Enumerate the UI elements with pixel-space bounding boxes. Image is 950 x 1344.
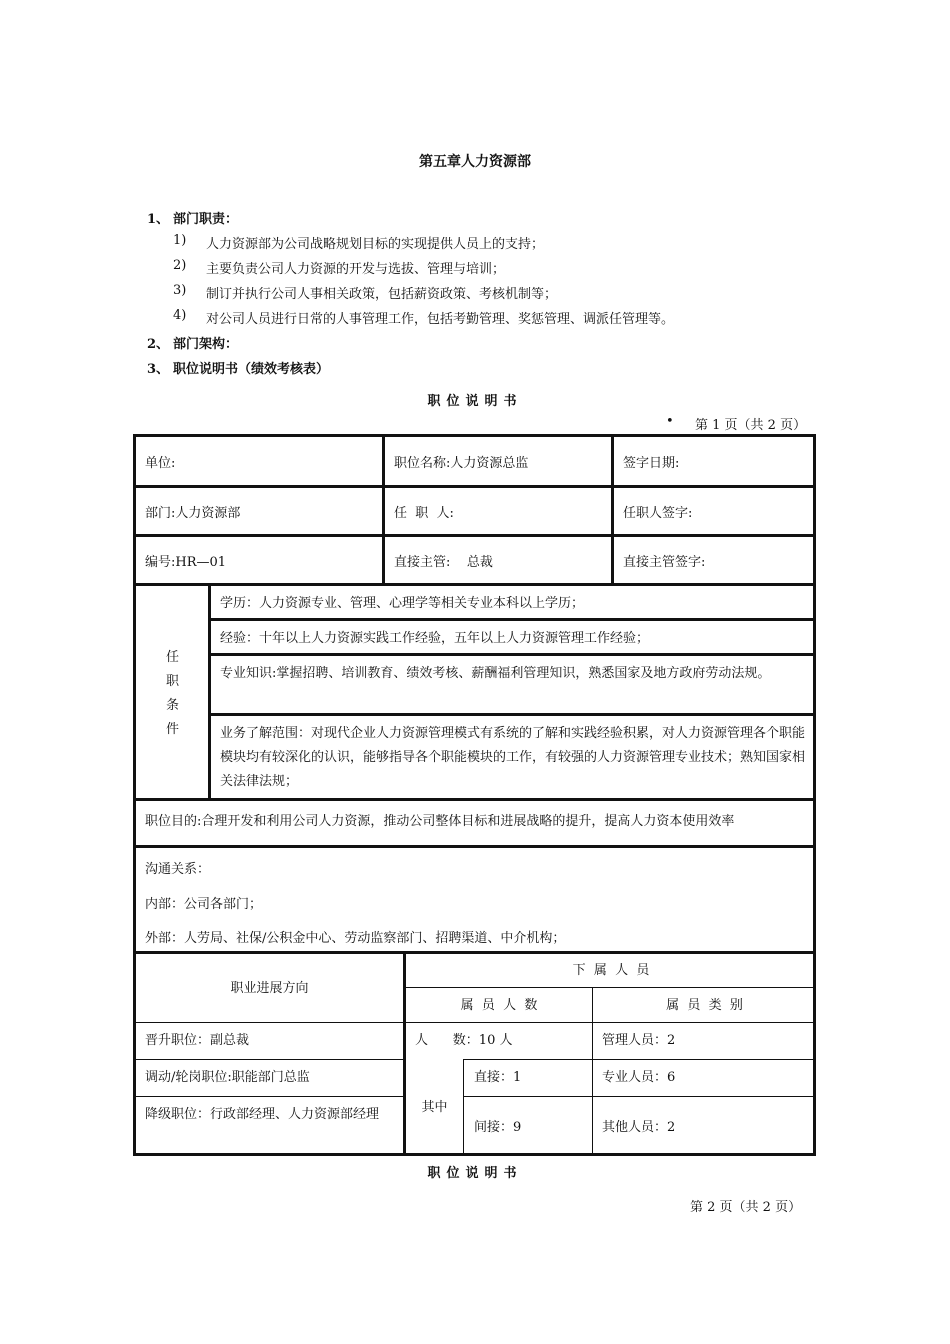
- table-rule: [133, 485, 816, 488]
- direct-reports: 直接：1: [474, 1070, 522, 1085]
- table-rule: [208, 653, 816, 656]
- table-rule: [133, 583, 816, 586]
- section-3-number: 3、: [147, 362, 170, 377]
- management-staff: 管理人员：2: [602, 1033, 676, 1048]
- incumbent-field: 任 职 人:: [394, 506, 454, 521]
- table-rule: [133, 434, 816, 437]
- table-rule: [133, 1153, 816, 1156]
- subordinate-count-header: 属 员 人 数: [460, 998, 538, 1013]
- section-3-heading: 职位说明书（绩效考核表）: [173, 362, 330, 377]
- qualification-experience: 经验：十年以上人力资源实践工作经验，五年以上人力资源管理工作经验；: [220, 631, 650, 646]
- table-rule: [382, 434, 385, 586]
- section-2-number: 2、: [147, 337, 170, 352]
- job-description-title-2: 职位说明书: [427, 1166, 523, 1181]
- qualification-education: 学历：人力资源专业、管理、心理学等相关专业本科以上学历；: [220, 596, 585, 611]
- demotion-position: 降级职位：行政部经理、人力资源部经理: [145, 1107, 380, 1122]
- sign-date-field: 签字日期:: [623, 456, 680, 471]
- duty-text-1: 人力资源部为公司战略规划目标的实现提供人员上的支持；: [206, 237, 545, 252]
- qualification-label-char: 职: [166, 674, 180, 689]
- rotation-position: 调动/轮岗职位:职能部门总监: [145, 1070, 310, 1085]
- professional-staff: 专业人员：6: [602, 1070, 676, 1085]
- duty-number-2: 2): [173, 258, 187, 273]
- section-1-number: 1、: [147, 212, 170, 227]
- subordinates-header: 下 属 人 员: [572, 963, 650, 978]
- communication-external: 外部：人劳局、社保/公积金中心、劳动监察部门、招聘渠道、中介机构；: [145, 931, 566, 946]
- qualification-label-char: 任: [166, 650, 180, 665]
- qualification-knowledge: 专业知识:掌握招聘、培训教育、绩效考核、薪酬福利管理知识，熟悉国家及地方政府劳动法规。: [220, 666, 771, 681]
- section-1-heading: 部门职责：: [173, 212, 239, 227]
- table-rule: [133, 1059, 405, 1060]
- code-field: 编号:HR—01: [145, 555, 227, 570]
- table-rule: [611, 434, 614, 586]
- duty-text-2: 主要负责公司人力资源的开发与选拔、管理与培训；: [206, 262, 506, 277]
- duty-text-3: 制订并执行公司人事相关政策，包括薪资政策、考核机制等；: [206, 287, 558, 302]
- qualification-label-char: 条: [166, 698, 180, 713]
- qualification-scope: 业务了解范围：对现代企业人力资源管理模式有系统的了解和实践经验积累，对人力资源管理各个职能模块均有较深化的认识，能够指导各个职能模块的工作，有较强的人力资源管理专业技术；熟知国家相关法律法规；: [220, 726, 806, 789]
- table-rule: [133, 534, 816, 537]
- table-rule: [133, 1022, 816, 1023]
- table-rule: [133, 951, 816, 954]
- department-field: 部门:人力资源部: [145, 506, 241, 521]
- table-rule: [208, 583, 211, 801]
- table-rule: [463, 1059, 816, 1060]
- table-rule: [133, 1096, 405, 1097]
- promotion-position: 晋升职位：副总裁: [145, 1033, 250, 1048]
- position-purpose: 职位目的:合理开发和利用公司人力资源，推动公司整体目标和进展战略的提升，提高人力资本使用效率: [145, 814, 735, 829]
- table-rule: [463, 1096, 816, 1097]
- table-border-left: [133, 434, 136, 1156]
- page-indicator-2: 第 2 页（共 2 页）: [690, 1200, 802, 1215]
- communication-internal: 内部：公司各部门；: [145, 897, 263, 912]
- page-indicator-1: 第 1 页（共 2 页）: [695, 418, 807, 433]
- among-label: 其中: [421, 1100, 448, 1115]
- duty-number-3: 3): [173, 283, 187, 298]
- table-rule: [463, 1059, 464, 1156]
- incumbent-sign-field: 任职人签字:: [623, 506, 693, 521]
- table-rule: [133, 845, 816, 848]
- headcount: 人 数：10 人: [415, 1033, 513, 1048]
- job-description-title: 职位说明书: [427, 394, 523, 409]
- communication-title: 沟通关系：: [145, 862, 211, 877]
- position-name-field: 职位名称:人力资源总监: [394, 456, 529, 471]
- chapter-title: 第五章人力资源部: [419, 154, 531, 170]
- duty-text-4: 对公司人员进行日常的人事管理工作，包括考勤管理、奖惩管理、调派任管理等。: [206, 312, 675, 327]
- table-border-right: [813, 434, 816, 1156]
- duty-number-1: 1): [173, 233, 187, 248]
- qualification-label-char: 件: [166, 722, 180, 737]
- subordinate-type-header: 属 员 类 别: [666, 998, 743, 1013]
- unit-field: 单位:: [145, 456, 176, 471]
- indirect-reports: 间接：9: [474, 1120, 522, 1135]
- other-staff: 其他人员：2: [602, 1120, 676, 1135]
- table-rule: [208, 713, 816, 716]
- section-2-heading: 部门架构：: [173, 337, 239, 352]
- duty-number-4: 4): [173, 308, 187, 323]
- table-rule: [403, 987, 816, 988]
- supervisor-sign-field: 直接主管签字:: [623, 555, 706, 570]
- supervisor-field: 直接主管: 总裁: [394, 555, 493, 570]
- career-direction-header: 职业进展方向: [230, 981, 309, 996]
- table-rule: [133, 798, 816, 801]
- page-bullet: •: [666, 414, 674, 429]
- table-rule: [208, 618, 816, 621]
